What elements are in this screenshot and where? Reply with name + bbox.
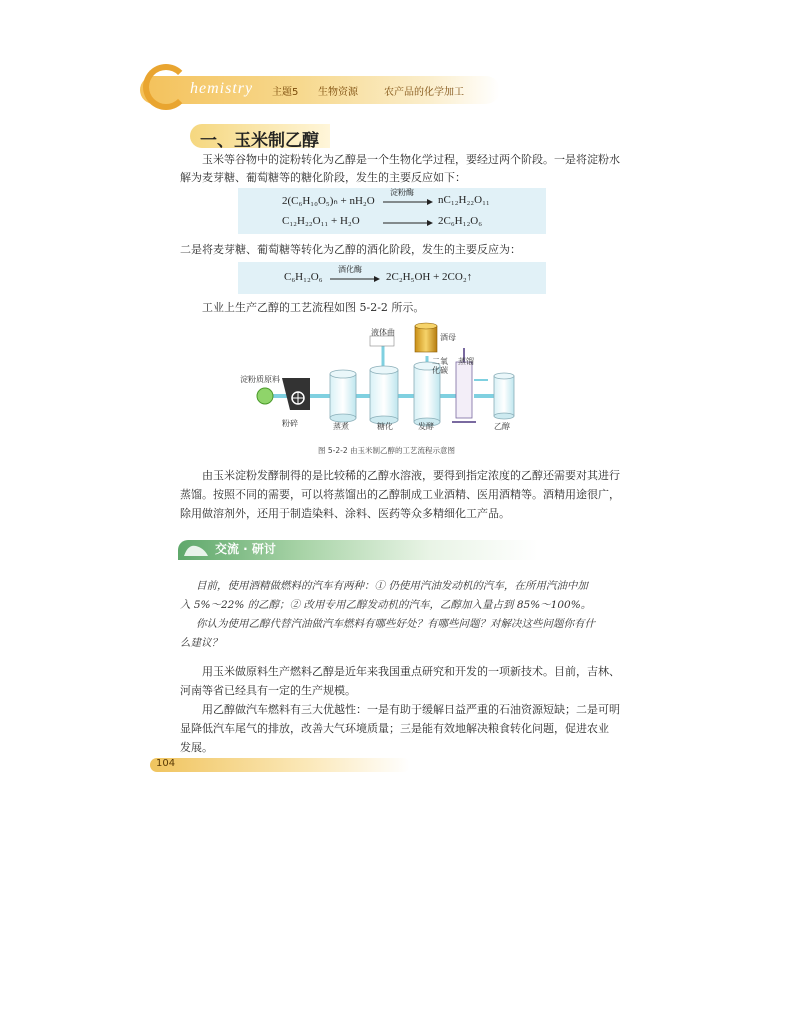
paragraph-line: 用乙醇做汽车燃料有三大优越性：一是有助于缓解日益严重的石油资源短缺；二是可明 bbox=[202, 703, 620, 716]
discussion-line: 么建议？ bbox=[180, 637, 222, 649]
steam-vessel bbox=[330, 374, 356, 418]
logo-text: hemistry bbox=[190, 80, 254, 97]
paragraph-line: 河南等省已经具有一定的生产规模。 bbox=[180, 684, 356, 697]
discussion-line: 你认为使用乙醇代替汽油做汽车燃料有哪些好处？有哪些问题？对解决这些问题你有什 bbox=[196, 618, 595, 630]
equation-3-right: 2C₂H₅OH + 2CO₂↑ bbox=[386, 271, 473, 283]
reaction-arrow-icon bbox=[383, 218, 433, 228]
distillation-tower bbox=[456, 362, 472, 418]
equation-2-right: 2C₆H₁₂O₆ bbox=[438, 215, 483, 227]
discussion-line: 入 5%～22% 的乙醇；② 改用专用乙醇发动机的汽车，乙醇加入量占到 85%～100%。 bbox=[180, 599, 592, 611]
header-theme-name: 生物资源 bbox=[318, 87, 358, 98]
equation-1-left: 2(C₆H₁₀O₅)ₙ + nH₂O bbox=[282, 195, 375, 207]
ethanol-vessel bbox=[494, 376, 514, 416]
label-steam: 蒸煮 bbox=[333, 422, 349, 431]
label-ethanol: 乙醇 bbox=[494, 422, 510, 431]
discussion-icon bbox=[182, 542, 210, 558]
paragraph-line: 发展。 bbox=[180, 741, 213, 754]
raw-material-icon bbox=[257, 388, 273, 404]
reaction-arrow-icon bbox=[383, 197, 433, 207]
paragraph-line: 二是将麦芽糖、葡萄糖等转化为乙醇的酒化阶段，发生的主要反应为： bbox=[180, 243, 521, 256]
equation-3-condition: 酒化酶 bbox=[338, 265, 362, 274]
label-co2-line1: 二氧 bbox=[432, 357, 448, 366]
label-distill: 蒸馏 bbox=[458, 357, 474, 366]
paragraph-line: 用玉米做原料生产燃料乙醇是近年来我国重点研究和开发的一项新技术。目前，吉林、 bbox=[202, 665, 620, 678]
section-heading: 一、玉米制乙醇 bbox=[200, 131, 319, 151]
discussion-title: 交流 · 研讨 bbox=[215, 542, 276, 556]
paragraph-line: 解为麦芽糖、葡萄糖等的糖化阶段，发生的主要反应如下： bbox=[180, 171, 466, 184]
header-subtitle: 农产品的化学加工 bbox=[384, 87, 464, 98]
equation-1-right: nC₁₂H₂₂O₁₁ bbox=[438, 194, 490, 206]
equation-3-left: C₆H₁₂O₆ bbox=[284, 271, 323, 283]
paragraph-line: 除用做溶剂外，还用于制造染料、涂料、医药等众多精细化工产品。 bbox=[180, 507, 510, 520]
label-yeast: 酒母 bbox=[440, 333, 456, 342]
label-ferment: 发酵 bbox=[418, 422, 434, 431]
footer-banner bbox=[150, 758, 410, 772]
discussion-line: 目前，使用酒精做燃料的汽车有两种：① 仍使用汽油发动机的汽车，在所用汽油中加 bbox=[196, 580, 588, 592]
label-crush: 粉碎 bbox=[282, 419, 298, 428]
paragraph-line: 由玉米淀粉发酵制得的是比较稀的乙醇水溶液，要得到指定浓度的乙醇还需要对其进行 bbox=[202, 469, 620, 482]
saccharify-vessel bbox=[370, 370, 398, 420]
page-number: 104 bbox=[156, 758, 176, 769]
equation-1-condition: 淀粉酶 bbox=[390, 188, 414, 197]
equation-2-left: C₁₂H₂₂O₁₁ + H₂O bbox=[282, 215, 360, 227]
label-co2-line2: 化碳 bbox=[432, 366, 448, 375]
yeast-tank bbox=[415, 326, 437, 352]
header-theme: 主题5 bbox=[272, 87, 299, 98]
label-saccharify: 糖化 bbox=[377, 422, 393, 431]
figure-caption: 图 5-2-2 由玉米制乙醇的工艺流程示意图 bbox=[318, 446, 455, 455]
label-liquid-koji: 液体曲 bbox=[371, 328, 395, 337]
crusher-icon bbox=[282, 378, 310, 410]
reaction-arrow-icon bbox=[330, 274, 380, 284]
paragraph-line: 蒸馏。按照不同的需要，可以将蒸馏出的乙醇制成工业酒精、医用酒精等。酒精用途很广， bbox=[180, 488, 620, 501]
paragraph-line: 显降低汽车尾气的排放，改善大气环境质量；三是能有效地解决粮食转化问题，促进农业 bbox=[180, 722, 609, 735]
paragraph-line: 玉米等谷物中的淀粉转化为乙醇是一个生物化学过程，要经过两个阶段。一是将淀粉水 bbox=[202, 153, 620, 166]
paragraph-line: 工业上生产乙醇的工艺流程如图 5-2-2 所示。 bbox=[202, 301, 425, 314]
chemistry-logo-icon bbox=[143, 64, 189, 110]
label-raw-material: 淀粉质原料 bbox=[240, 375, 280, 384]
